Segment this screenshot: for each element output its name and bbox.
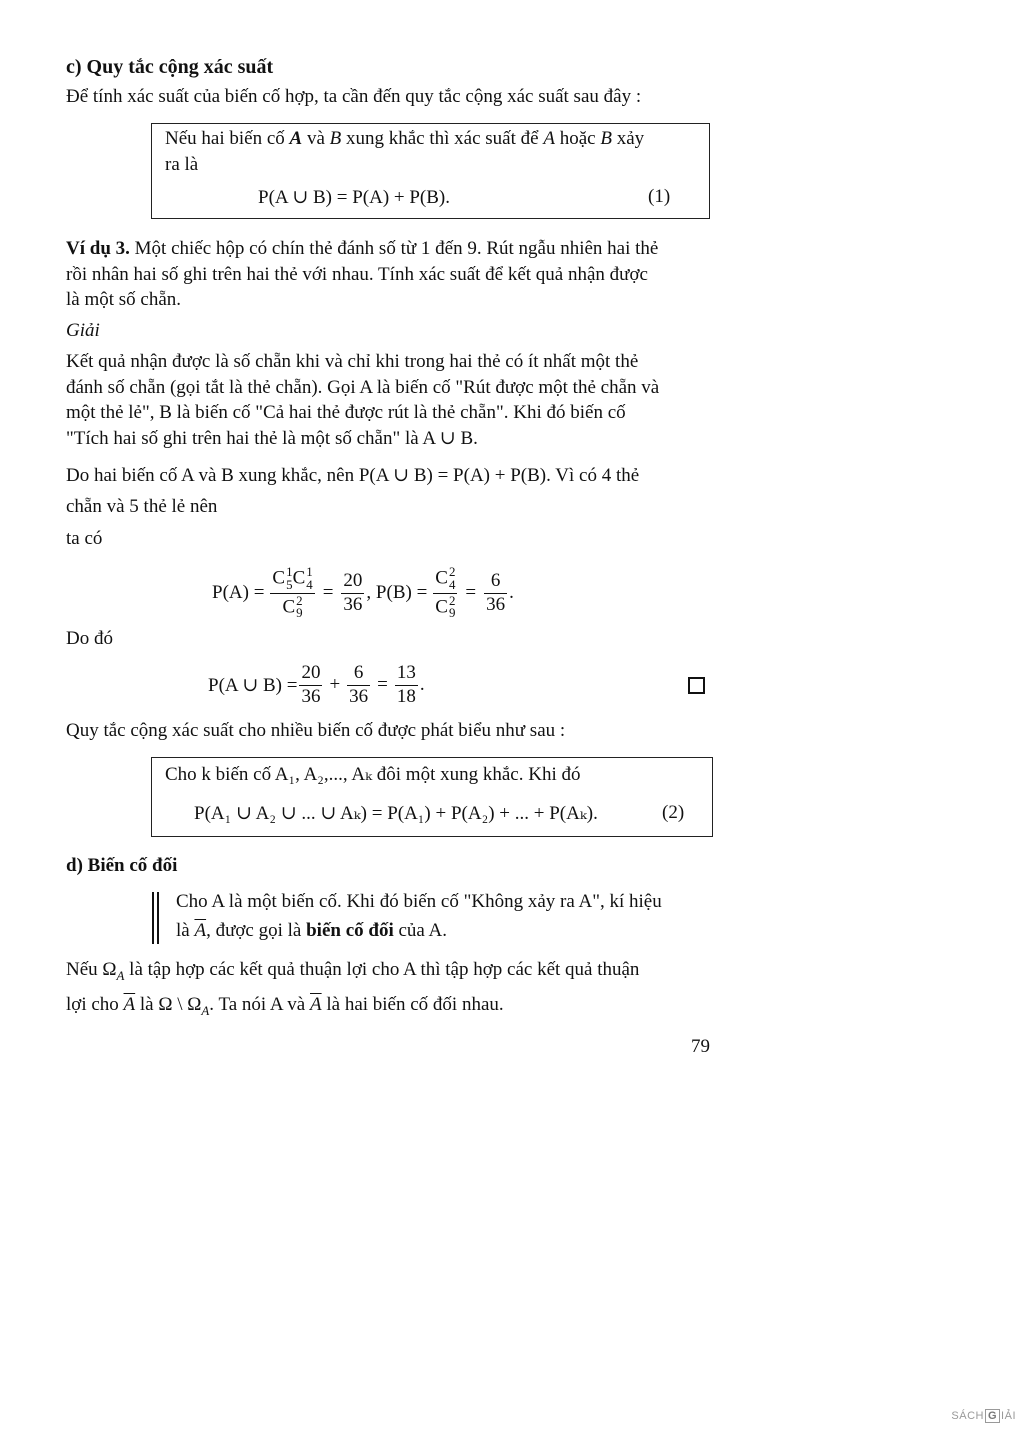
rule-2-line1: Cho k biến cố A₁, A₂,..., Aₖ đôi một xung khắc. Khi đó [165, 764, 581, 785]
pa-value-fraction: $\frac{20}{36}$ [343, 569, 363, 615]
solution-line2: đánh số chẵn (gọi tắt là thẻ chẵn). Gọi A là biến cố "Rút được một thẻ chẵn và [66, 377, 660, 398]
solution-line5: Do hai biến cố A và B xung khắc, nên P(A ∪ B) = P(A) + P(B). Vì có 4 thẻ [66, 465, 640, 486]
solution-line3: một thẻ lẻ", B là biến cố "Cả hai thẻ được rút là thẻ chẵn". Khi đó biến cố [66, 402, 626, 423]
definition-line1: Cho A là một biến cố. Khi đó biến cố "Không xảy ra A", kí hiệu [176, 891, 662, 912]
example-3-line1: Ví dụ 3. Một chiếc hộp có chín thẻ đánh số từ 1 đến 9. Rút ngẫu nhiên hai thẻ [66, 238, 659, 259]
final-fraction-2: $\frac{6}{36}$ [349, 661, 369, 707]
solution-line7: ta có [66, 528, 103, 549]
pa-fraction: C 1 5 C 1 4 C 2 9 [272, 563, 313, 621]
solution-label: Giải [66, 320, 100, 341]
rule-1-formula: P(A ∪ B) = P(A) + P(B). [258, 187, 451, 208]
pb-fraction: C 2 4 C 2 9 [435, 563, 456, 621]
rule-1-box [151, 123, 710, 219]
solution-line4: "Tích hai số ghi trên hai thẻ là một số chẵn" là A ∪ B. [66, 428, 478, 449]
rule-2-box [151, 757, 713, 837]
solution-line1: Kết quả nhận được là số chẵn khi và chỉ khi trong hai thẻ có ít nhất một thẻ [66, 351, 639, 372]
page-number: 79 [691, 1036, 710, 1057]
probability-formula: P(A) = C 1 5 C 1 4 C 2 9 = $\frac{20}{36}$ , P(B) = C 2 4 C 2 9 = $\frac{6}{36}$ . [212, 563, 514, 621]
definition-bar-right [157, 892, 159, 944]
final-fraction-1: $\frac{20}{36}$ [301, 661, 321, 707]
pb-value-fraction: $\frac{6}{36}$ [486, 569, 506, 615]
watermark-logo: SÁCH G IẢI [951, 1410, 1016, 1422]
rule-2-number: (2) [662, 802, 685, 823]
rule-2-intro: Quy tắc cộng xác suất cho nhiều biến cố được phát biểu như sau : [66, 720, 566, 741]
solution-line6: chẵn và 5 thẻ lẻ nên [66, 496, 218, 517]
section-c-heading: c) Quy tắc cộng xác suất [66, 56, 274, 78]
final-formula: P(A ∪ B) = $\frac{20}{36}$ + $\frac{6}{36}$ = $\frac{13}{18}$ . [208, 661, 425, 707]
rule-1-number: (1) [648, 186, 671, 207]
example-3-line2: rồi nhân hai số ghi trên hai thẻ với nhau. Tính xác suất để kết quả nhận được [66, 264, 648, 285]
example-3-line3: là một số chẵn. [66, 289, 182, 310]
rule-1-line2: ra là [165, 154, 199, 175]
section-c-intro: Để tính xác suất của biến cố hợp, ta cần đến quy tắc cộng xác suất sau đây : [66, 86, 642, 107]
qed-square-icon [688, 677, 705, 694]
definition-bar-left [152, 892, 154, 944]
definition-line2: là $\overline{A}$, được gọi là biến cố đối của A. [176, 920, 448, 941]
rule-1-line1: Nếu hai biến cố A và B xung khắc thì xác suất để A hoặc B xảy [165, 128, 645, 149]
complement-line1: Nếu $\Omega_A$ là tập hợp các kết quả thuận lợi cho A thì tập hợp các kết quả thuận [66, 959, 640, 983]
section-d-heading: d) Biến cố đối [66, 855, 178, 876]
do-do-label: Do đó [66, 628, 113, 649]
rule-2-formula: P(A₁ ∪ A₂ ∪ ... ∪ Aₖ) = P(A₁) + P(A₂) + ... + P(Aₖ). [194, 803, 598, 824]
final-fraction-3: $\frac{13}{18}$ [396, 661, 416, 707]
complement-line2: lợi cho $\overline{A}$ là Ω \ $\Omega_A$. Ta nói A và $\overline{A}$ là hai biến cố đối nhau. [66, 994, 504, 1018]
